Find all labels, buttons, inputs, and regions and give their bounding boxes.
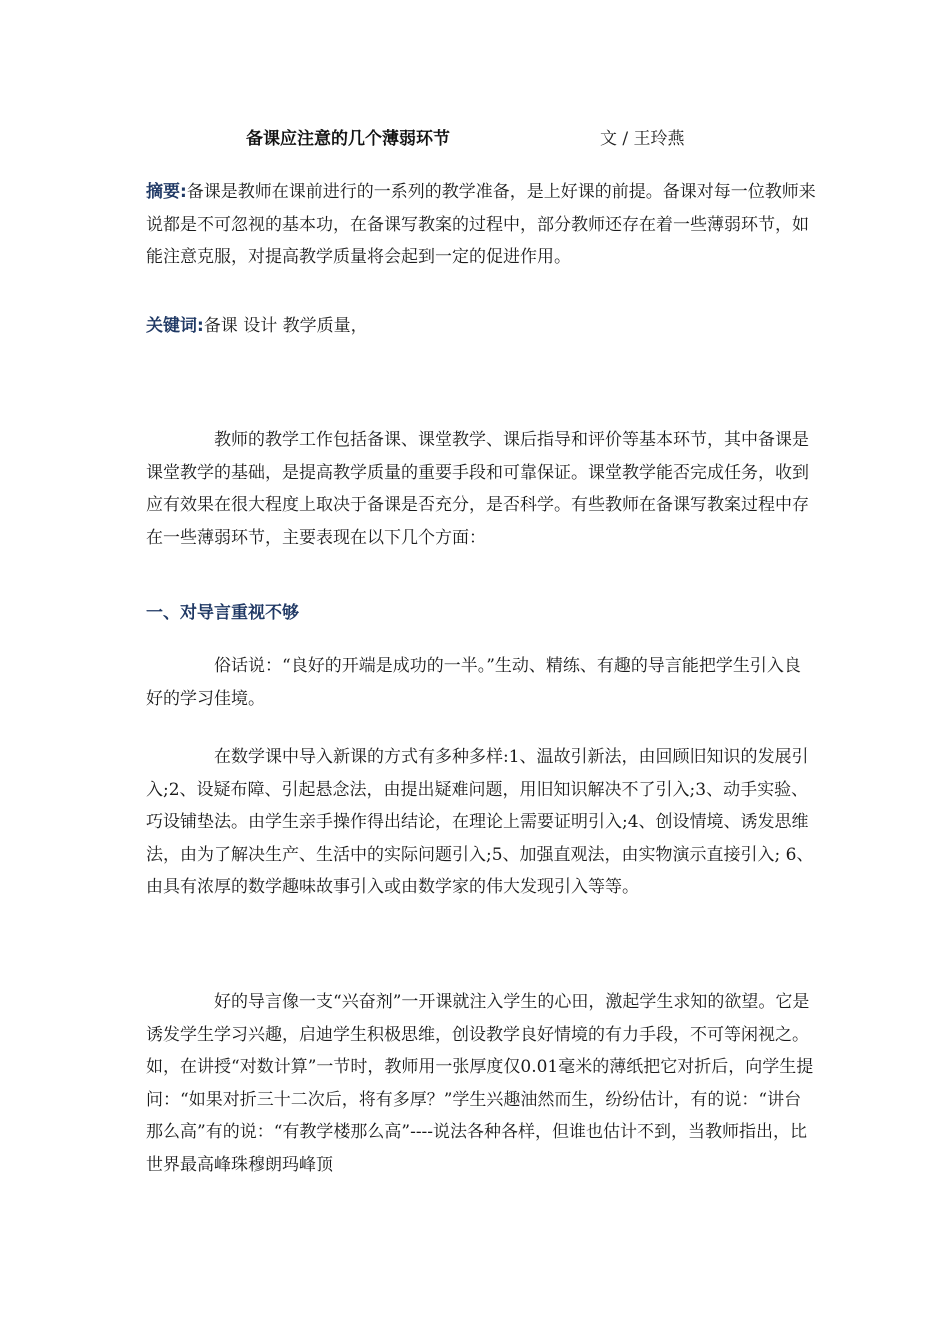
keywords-text: 备课 设计 教学质量，: [203, 316, 368, 336]
section1-paragraph-2: [146, 741, 816, 904]
section-heading: 一、对导言重视不够: [146, 603, 299, 623]
abstract-text: 备课是教师在课前进行的一系列的教学准备，是上好课的前提。备课对每一位教师来说都是不可忽视的基本功，在备课写教案的过程中，部分教师还存在着一些薄弱环节，如能注意克服，对提高教学质量将会起到一定的促进作用。: [146, 182, 816, 267]
paragraph-text: 在数学课中导入新课的方式有多种多样:1、温故引新法，由回顾旧知识的发展引入;2、设疑布障、引起悬念法，由提出疑难问题，用旧知识解决不了引入;3、动手实验、巧设铺垫法。由学生亲手操作得出结论，在理论上需要证明引入;4、创设情境、诱发思维法，由为了解决生产、生活中的实际问题引入;5、加强直观法，由实物演示直接引入; 6、由具有浓厚的数学趣味故事引入或由数学家的伟大发现引入等等。: [146, 747, 814, 897]
title-row: [0, 124, 950, 152]
author-byline: 文 / 王玲燕: [600, 129, 685, 149]
paragraph-text: 俗话说：“良好的开端是成功的一半。”生动、精练、有趣的导言能把学生引入良好的学习佳境。: [146, 656, 801, 709]
abstract-block: [146, 176, 816, 274]
abstract-label-sep: :: [180, 182, 187, 202]
intro-paragraph: [146, 424, 816, 554]
paragraph-text: 好的导言像一支“兴奋剂”一开课就注入学生的心田，激起学生求知的欲望。它是诱发学生学习兴趣，启迪学生积极思维，创设教学良好情境的有力手段，不可等闲视之。如，在讲授“对数计算”一节时，教师用一张厚度仅0.01毫米的薄纸把它对折后，向学生提问：“如果对折三十二次后，将有多厚？”学生兴趣油然而生，纷纷估计，有的说：“讲台那么高”有的说：“有教学楼那么高”----说法各种各样，但谁也估计不到，当教师指出，比世界最高峰珠穆朗玛峰顶: [146, 992, 814, 1175]
keywords-label-sep: :: [197, 316, 204, 336]
article-title: 备课应注意的几个薄弱环节: [246, 129, 450, 149]
keywords-label: 关键词: [146, 316, 197, 336]
section1-paragraph-1: [146, 650, 816, 715]
keywords-block: [146, 310, 816, 343]
section1-paragraph-3: [146, 986, 816, 1181]
abstract-label: 摘要: [146, 182, 180, 202]
intro-text: 教师的教学工作包括备课、课堂教学、课后指导和评价等基本环节，其中备课是课堂教学的基础，是提高教学质量的重要手段和可靠保证。课堂教学能否完成任务，收到应有效果在很大程度上取决于备课是否充分，是否科学。有些教师在备课写教案过程中存在一些薄弱环节，主要表现在以下几个方面：: [146, 430, 809, 548]
